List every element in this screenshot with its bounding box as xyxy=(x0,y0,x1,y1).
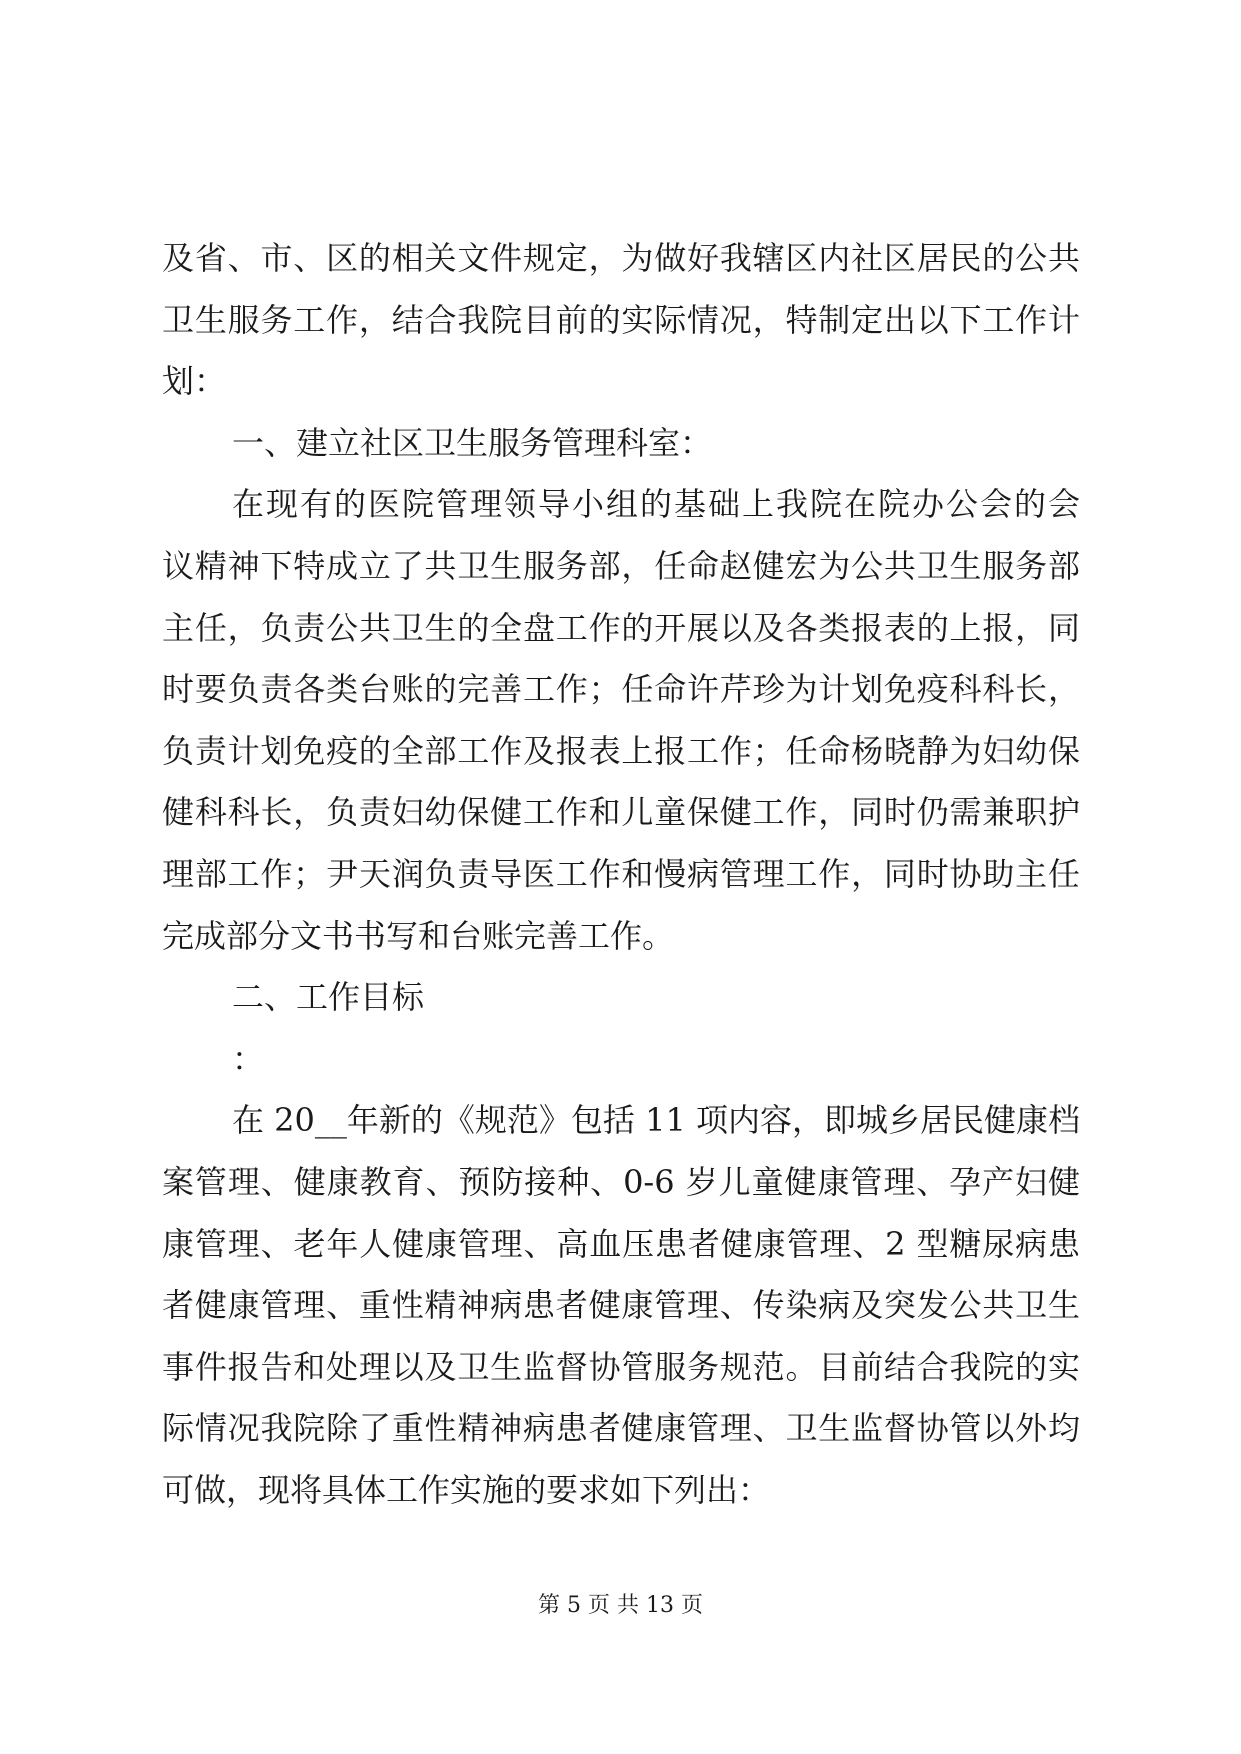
body-line: 主任，负责公共卫生的全盘工作的开展以及各类报表的上报，同 xyxy=(162,608,1080,647)
section-heading: 二、工作目标 xyxy=(232,978,425,1017)
body-line: 案管理、健康教育、预防接种、0-6 岁儿童健康管理、孕产妇健 xyxy=(162,1162,1080,1201)
body-line: 健科科长，负责妇幼保健工作和儿童保健工作，同时仍需兼职护 xyxy=(162,793,1080,832)
page-number-footer: 第 5 页 共 13 页 xyxy=(538,1593,703,1618)
body-line: 理部工作；尹天润负责导医工作和慢病管理工作，同时协助主任 xyxy=(162,854,1080,893)
body-line: 负责计划免疫的全部工作及报表上报工作；任命杨晓静为妇幼保 xyxy=(162,731,1080,770)
body-line: 完成部分文书书写和台账完善工作。 xyxy=(162,916,675,955)
body-line: ： xyxy=(232,1039,265,1078)
section-heading: 一、建立社区卫生服务管理科室： xyxy=(232,423,713,462)
body-line: 康管理、老年人健康管理、高血压患者健康管理、2 型糖尿病患 xyxy=(162,1224,1080,1263)
body-line: 可做，现将具体工作实施的要求如下列出： xyxy=(162,1470,771,1509)
body-line: 际情况我院除了重性精神病患者健康管理、卫生监督协管以外均 xyxy=(162,1409,1080,1448)
body-line: 者健康管理、重性精神病患者健康管理、传染病及突发公共卫生 xyxy=(162,1286,1080,1325)
body-line: 在 20__年新的《规范》包括 11 项内容，即城乡居民健康档 xyxy=(232,1101,1080,1140)
body-line: 时要负责各类台账的完善工作；任命许芹珍为计划免疫科科长， xyxy=(162,670,1080,709)
body-line: 及省、市、区的相关文件规定，为做好我辖区内社区居民的公共 xyxy=(162,239,1080,277)
body-line: 议精神下特成立了共卫生服务部，任命赵健宏为公共卫生服务部 xyxy=(162,546,1080,585)
body-line: 事件报告和处理以及卫生监督协管服务规范。目前结合我院的实 xyxy=(162,1347,1080,1386)
document-body xyxy=(162,228,1080,1521)
body-line: 卫生服务工作，结合我院目前的实际情况，特制定出以下工作计 xyxy=(162,300,1080,339)
body-line: 划： xyxy=(162,362,227,401)
body-line: 在现有的医院管理领导小组的基础上我院在院办公会的会 xyxy=(232,485,1080,524)
